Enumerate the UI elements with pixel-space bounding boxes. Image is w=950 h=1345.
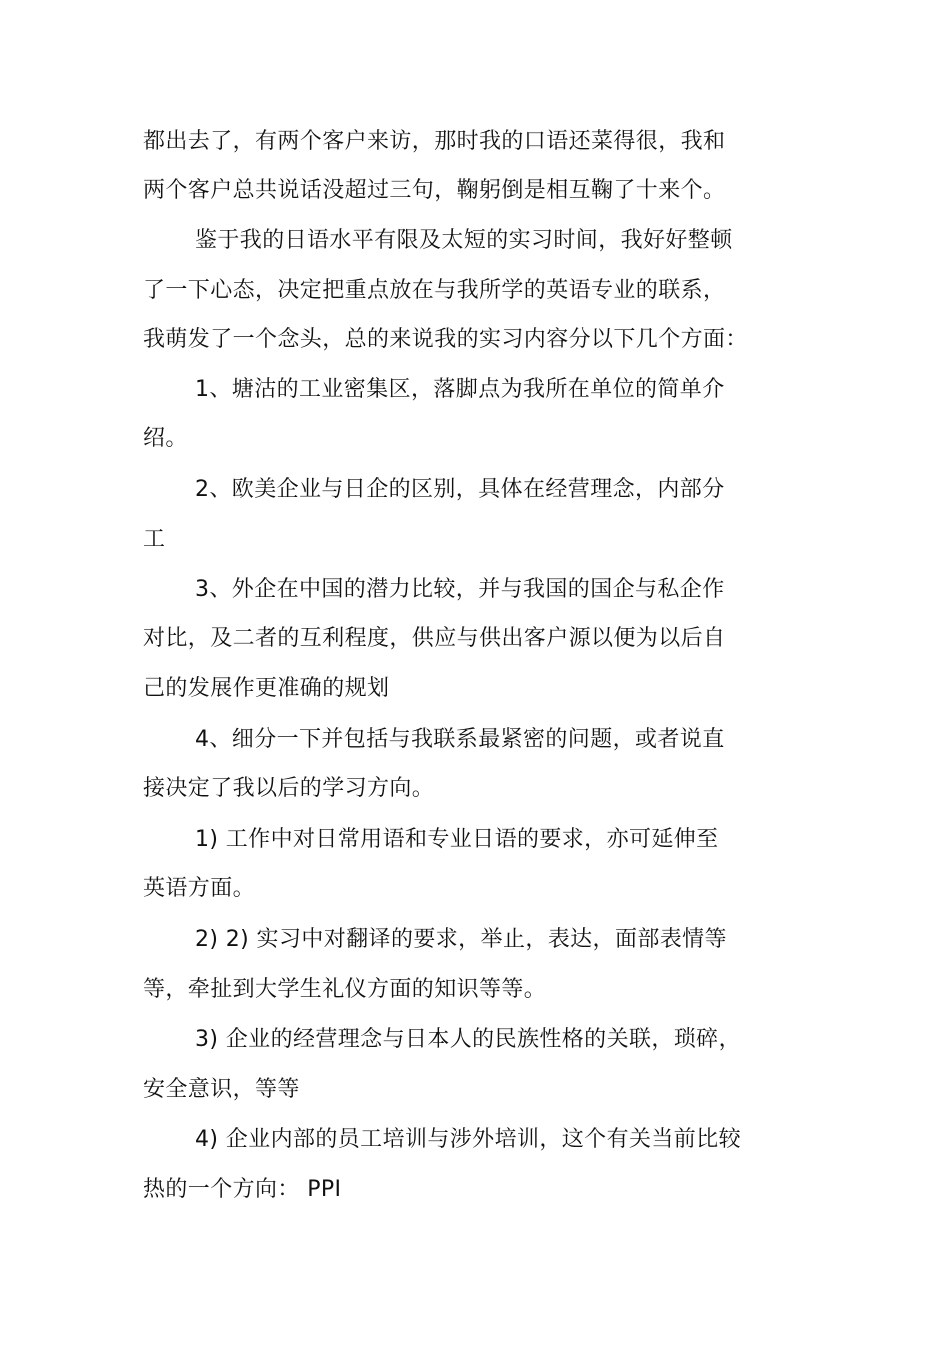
text-line: 鉴于我的日语水平有限及太短的实习时间，我好好整顿 [195,228,733,253]
text-line: 等，牵扯到大学生礼仪方面的知识等等。 [143,977,547,1002]
text-line: 都出去了，有两个客户来访，那时我的口语还菜得很，我和 [143,129,726,154]
text-line: 我萌发了一个念头，总的来说我的实习内容分以下几个方面： [143,327,748,352]
text-line: 对比，及二者的互利程度，供应与供出客户源以便为以后自 [143,626,726,651]
text-line: 2、欧美企业与日企的区别，具体在经营理念，内部分 [195,477,725,502]
text-line: 己的发展作更准确的规划 [143,676,390,701]
text-line: 3、外企在中国的潜力比较，并与我国的国企与私企作 [195,577,725,602]
text-line: 了一下心态，决定把重点放在与我所学的英语专业的联系， [143,278,726,303]
text-line: 两个客户总共说话没超过三句，鞠躬倒是相互鞠了十来个。 [143,178,726,203]
text-line: 安全意识，等等 [143,1077,300,1102]
text-line: 英语方面。 [143,876,256,901]
text-line: 2) 2) 实习中对翻译的要求，举止，表达，面部表情等 [195,927,727,952]
text-line: 绍。 [143,426,188,451]
text-line: 4、细分一下并包括与我联系最紧密的问题，或者说直 [195,727,725,752]
text-line: 热的一个方向： PPI [143,1177,342,1202]
text-line: 工 [143,527,166,552]
text-line: 接决定了我以后的学习方向。 [143,776,435,801]
text-line: 4) 企业内部的员工培训与涉外培训，这个有关当前比较 [195,1127,741,1152]
text-line: 1) 工作中对日常用语和专业日语的要求，亦可延伸至 [195,827,719,852]
text-line: 3) 企业的经营理念与日本人的民族性格的关联，琐碎， [195,1027,741,1052]
text-line: 1、塘沽的工业密集区，落脚点为我所在单位的简单介 [195,377,725,402]
